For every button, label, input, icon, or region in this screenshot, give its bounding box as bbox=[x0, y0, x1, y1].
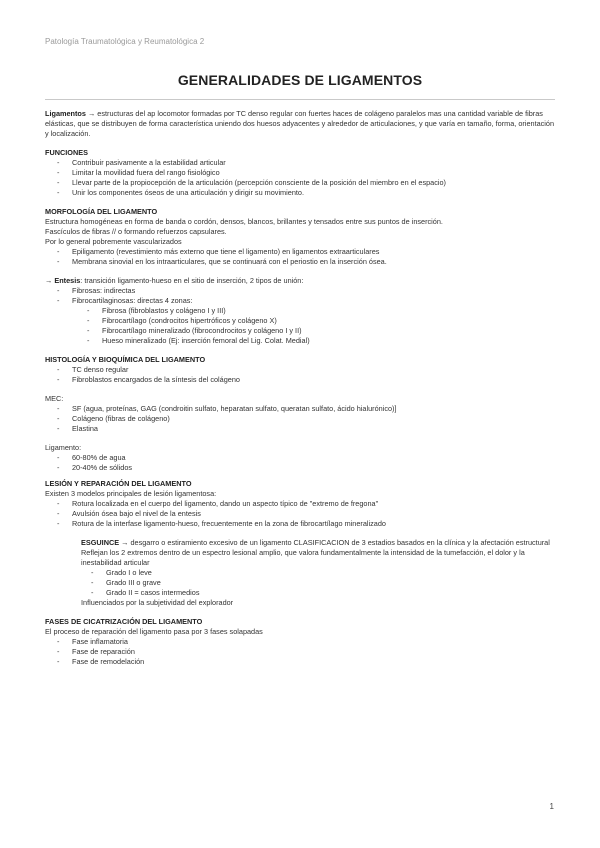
title-divider bbox=[45, 99, 555, 100]
morfologia-line: Estructura homogéneas en forma de banda o cordón, densos, blancos, brillantes y tensados entre sus puntos de inserción. bbox=[45, 217, 443, 226]
list-item: - Membrana sinovial en los intraarticulares, que se continuará con el periostio en la inserción ósea. bbox=[57, 257, 557, 267]
list-item: - 60-80% de agua bbox=[57, 453, 557, 463]
list-item: - Fibroblastos encargados de la síntesis del colágeno bbox=[57, 375, 557, 385]
intro-paragraph bbox=[45, 109, 557, 139]
list-item: - Llevar parte de la propiocepción de la articulación (percepción consciente de la posición del miembro en el espacio) bbox=[57, 178, 557, 188]
list-item: - Rotura de la interfase ligamento-hueso, frecuentemente en la zona de fibrocartílago mineralizado bbox=[57, 519, 557, 529]
list-item: - Grado III o grave bbox=[91, 578, 557, 588]
entesis-term: Entesis bbox=[54, 276, 81, 285]
section-heading-lesion: LESIÓN Y REPARACIÓN DEL LIGAMENTO bbox=[45, 479, 192, 488]
esguince-block bbox=[45, 538, 557, 608]
entesis-text: : transición ligamento-hueso en el sitio de inserción, 2 tipos de unión: bbox=[80, 276, 304, 285]
list-item: - Avulsión ósea bajo el nivel de la entesis bbox=[57, 509, 557, 519]
grados-list bbox=[81, 568, 557, 598]
list-item: - Epiligamento (revestimiento más externo que tiene el ligamento) en ligamentos extraarticulares bbox=[57, 247, 557, 257]
running-header: Patología Traumatológica y Reumatológica 2 bbox=[45, 37, 205, 46]
list-item: - Fase de remodelación bbox=[57, 657, 557, 667]
esguince-line: Influenciados por la subjetividad del explorador bbox=[81, 598, 234, 607]
ligamento-composition-list bbox=[45, 453, 557, 473]
section-heading-morfologia: MORFOLOGÍA DEL LIGAMENTO bbox=[45, 207, 158, 216]
list-item: - 20-40% de sólidos bbox=[57, 463, 557, 473]
list-item: - Unir los componentes óseos de una articulación y dirigir su movimiento. bbox=[57, 188, 557, 198]
morfologia-list bbox=[45, 247, 557, 267]
list-item: - Fibrocartílago (condrocitos hipertróficos y colágeno X) bbox=[87, 316, 557, 326]
morfologia-line: Por lo general pobremente vascularizados bbox=[45, 237, 182, 246]
entesis-paragraph bbox=[45, 276, 557, 286]
esguince-text: → desgarro o estiramiento excesivo de un ligamento CLASIFICACION de 3 estadios basados en la clínica y la afectación estructural bbox=[119, 538, 550, 547]
document-body bbox=[45, 109, 557, 667]
list-item: - Colágeno (fibras de colágeno) bbox=[57, 414, 557, 424]
esguince-line: Reflejan los 2 extremos dentro de un espectro lesional amplio, que valora fundamentalmente la intensidad de la tumefacción, el dolor y la inestabilidad articular bbox=[81, 548, 525, 567]
list-item: - Fibrocartílago mineralizado (fibrocondrocitos y colágeno I y II) bbox=[87, 326, 557, 336]
histologia-list bbox=[45, 365, 557, 385]
esguince-term: ESGUINCE bbox=[81, 538, 120, 547]
list-item: - Rotura localizada en el cuerpo del ligamento, dando un aspecto típico de "extremo de fregona" bbox=[57, 499, 557, 509]
section-heading-histologia: HISTOLOGÍA Y BIOQUÍMICA DEL LIGAMENTO bbox=[45, 355, 206, 364]
list-item: - Fibrosa (fibroblastos y colágeno I y III) bbox=[87, 306, 557, 316]
list-item: - Fibrosas: indirectas bbox=[57, 286, 557, 296]
list-item bbox=[57, 296, 557, 346]
section-heading-fases: FASES DE CICATRIZACIÓN DEL LIGAMENTO bbox=[45, 617, 203, 626]
page-number: 1 bbox=[549, 802, 554, 811]
lesion-list bbox=[45, 499, 557, 529]
mec-label: MEC: bbox=[45, 394, 64, 403]
esguince-paragraph bbox=[81, 538, 557, 548]
entesis-zones-list bbox=[72, 306, 557, 346]
page-title: GENERALIDADES DE LIGAMENTOS bbox=[177, 72, 423, 88]
list-item: - Grado II = casos intermedios bbox=[91, 588, 557, 598]
intro-text: → estructuras del ap locomotor formadas por TC denso regular con fuertes haces de colágeno paralelos mas una cantidad variable de fibras elásticas, que se distribuyen de forma característica uniendo dos huesos adyacentes y alrededor de articulaciones, y que varía en tamaño, forma, orientación y localización. bbox=[45, 109, 555, 138]
list-item: - Limitar la movilidad fuera del rango fisiológico bbox=[57, 168, 557, 178]
mec-list bbox=[45, 404, 557, 434]
list-item: - TC denso regular bbox=[57, 365, 557, 375]
list-item: - Fase inflamatoria bbox=[57, 637, 557, 647]
entesis-list bbox=[45, 286, 557, 346]
list-item: - Contribuir pasivamente a la estabilidad articular bbox=[57, 158, 557, 168]
section-heading-funciones: FUNCIONES bbox=[45, 148, 88, 157]
list-item: - Grado I o leve bbox=[91, 568, 557, 578]
ligamento-label: Ligamento: bbox=[45, 443, 82, 452]
funciones-list bbox=[45, 158, 557, 198]
fases-intro: El proceso de reparación del ligamento pasa por 3 fases solapadas bbox=[45, 627, 263, 636]
list-item: - Elastina bbox=[57, 424, 557, 434]
list-item: - Fase de reparación bbox=[57, 647, 557, 657]
arrow-glyph: → bbox=[45, 276, 55, 285]
morfologia-line: Fascículos de fibras // o formando refuerzos capsulares. bbox=[45, 227, 227, 236]
list-item: - SF (agua, proteínas, GAG (condroitin sulfato, heparatan sulfato, queratan sulfato, ácido hialurónico)] bbox=[57, 404, 557, 414]
list-item-text: Fibrocartilaginosas: directas 4 zonas: bbox=[72, 296, 193, 305]
lesion-intro: Existen 3 modelos principales de lesión ligamentosa: bbox=[45, 489, 217, 498]
intro-term: Ligamentos bbox=[45, 109, 86, 118]
fases-list bbox=[45, 637, 557, 667]
list-item: - Hueso mineralizado (Ej: inserción femoral del Lig. Colat. Medial) bbox=[87, 336, 557, 346]
